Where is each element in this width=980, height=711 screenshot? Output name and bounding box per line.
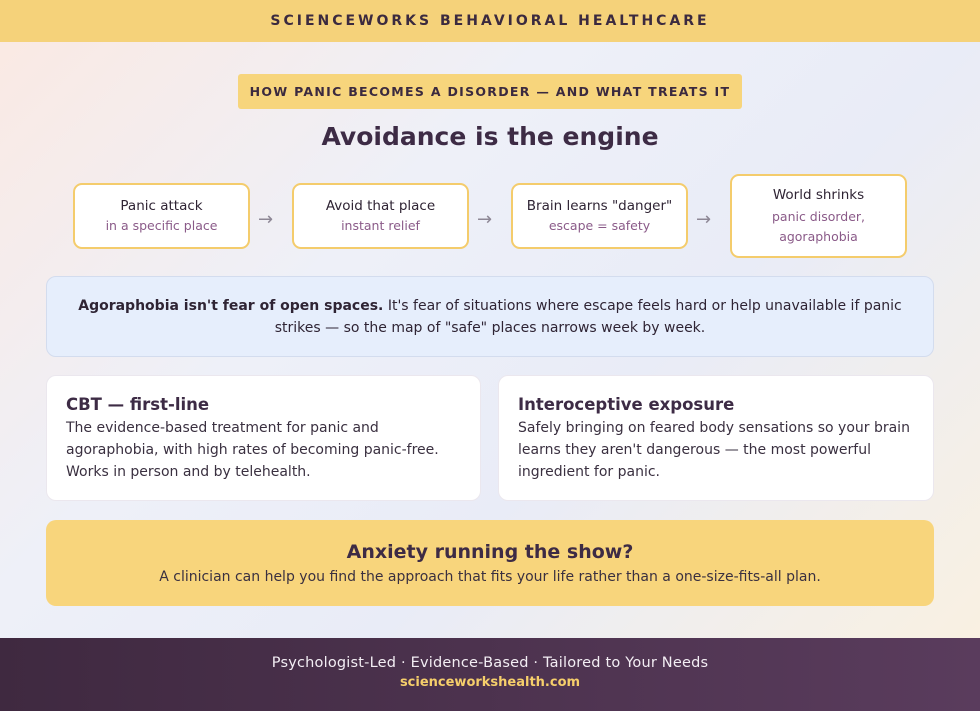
flow-step-subtitle: escape = safety: [548, 217, 651, 233]
flow-step-subtitle: instant relief: [341, 217, 420, 233]
card-body: The evidence-based treatment for panic and agoraphobia, with high rates of becoming panic-free. Works in person and by telehealth.: [66, 420, 439, 480]
cta-body: A clinician can help you find the approach that fits your life rather than a one-size-fits-all plan.: [159, 569, 821, 585]
flow-step-subtitle: in a specific place: [105, 217, 218, 233]
arrow-right-icon: →: [696, 209, 712, 230]
footer: [0, 638, 980, 711]
footer-url-link[interactable]: scienceworkshealth.com: [399, 675, 581, 690]
cta-title: Anxiety running the show?: [346, 541, 634, 563]
interoceptive-card: [498, 375, 934, 501]
card-body: Safely bringing on feared body sensations so your brain learns they aren't dangerous — the most powerful ingredient for panic.: [518, 420, 910, 480]
flow-step-subtitle: panic disorder,: [771, 208, 866, 224]
card-title: Interoceptive exposure: [518, 395, 735, 414]
flow-step-title: World shrinks: [772, 186, 865, 203]
agoraphobia-callout: [46, 276, 934, 357]
flow-step-subtitle-line2: agoraphobia: [779, 228, 858, 244]
arrow-right-icon: →: [477, 209, 493, 230]
footer-tagline: Psychologist-Led · Evidence-Based · Tailored to Your Needs: [271, 655, 709, 671]
flow-step-panic-attack: [73, 183, 250, 249]
flow-step-title: Avoid that place: [325, 197, 436, 214]
brand-name: SCIENCEWORKS BEHAVIORAL HEALTHCARE: [270, 13, 710, 29]
flow-step-avoid: [292, 183, 469, 249]
kicker-label: HOW PANIC BECOMES A DISORDER — AND WHAT TREATS IT: [249, 84, 731, 99]
section-kicker: [238, 74, 742, 109]
cta-banner: [46, 520, 934, 606]
callout-rest: It's fear of situations where escape feels hard or help unavailable if panic strikes — so the map of "safe" places narrows week by week.: [274, 297, 902, 336]
flow-step-title: Panic attack: [120, 197, 203, 214]
flow-step-title: Brain learns "danger": [526, 197, 673, 214]
cbt-card: [46, 375, 481, 501]
top-banner: [0, 0, 980, 42]
flow-step-world-shrinks: [730, 174, 907, 258]
callout-bold: Agoraphobia isn't fear of open spaces.: [78, 297, 384, 314]
flow-step-brain-learns: [511, 183, 688, 249]
card-title: CBT — first-line: [66, 395, 210, 414]
arrow-right-icon: →: [258, 209, 274, 230]
callout-text: [67, 295, 913, 339]
page-title: Avoidance is the engine: [321, 122, 659, 151]
